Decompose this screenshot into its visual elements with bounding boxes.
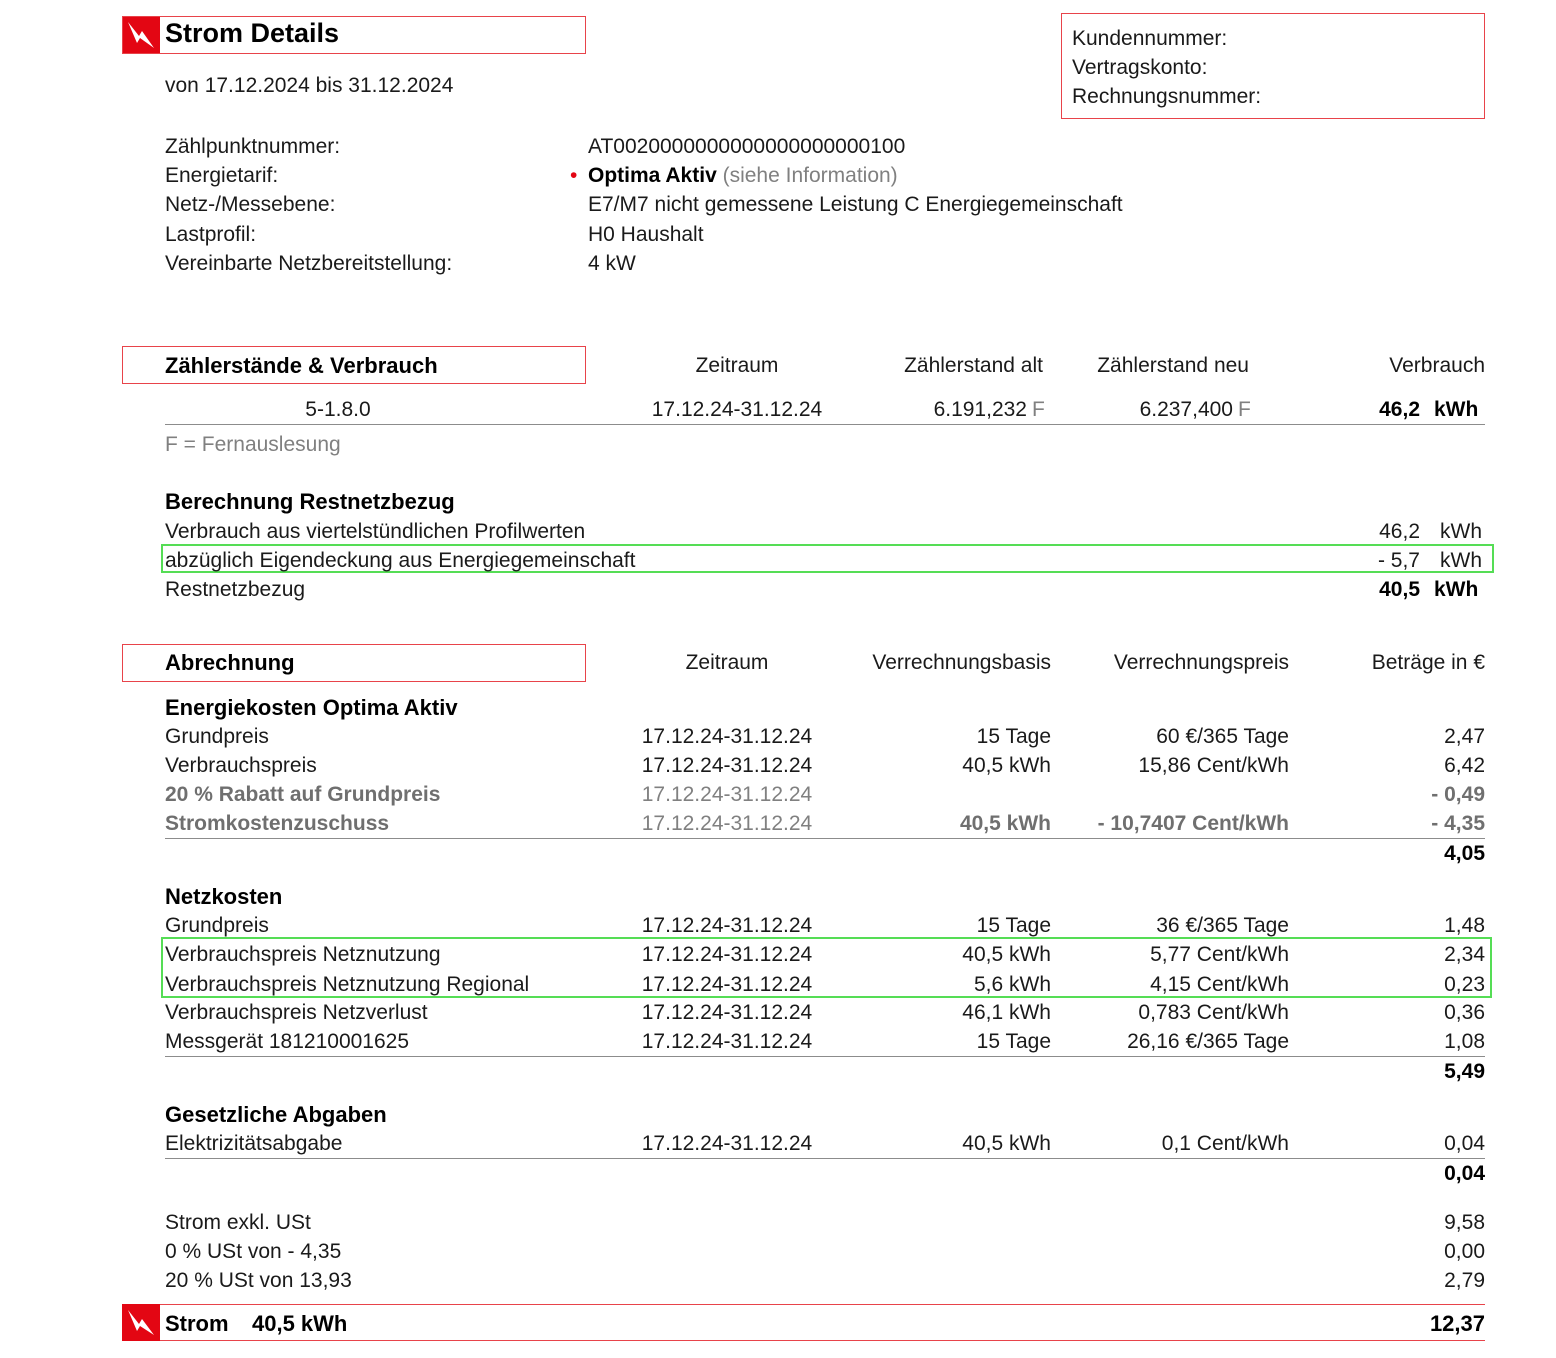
self-coverage-unit: kWh [1440, 549, 1482, 572]
row-period: 17.12.24-31.12.24 [641, 725, 813, 748]
vat-twenty-value: 2,79 [1444, 1269, 1485, 1292]
reading-new-value: 6.237,400 [1139, 398, 1233, 421]
energy-costs-title: Energiekosten Optima Aktiv [165, 695, 458, 720]
billing-period: von 17.12.2024 bis 31.12.2024 [165, 74, 454, 97]
grid-level-value: E7/M7 nicht gemessene Leistung C Energiegemeinschaft [588, 193, 1123, 216]
row-basis: 40,5 kWh [962, 943, 1051, 966]
row-basis: 46,1 kWh [962, 1001, 1051, 1024]
meter-header-old: Zählerstand alt [904, 354, 1043, 377]
row-period: 17.12.24-31.12.24 [641, 943, 813, 966]
tariff-label: Energietarif: [165, 164, 279, 187]
row-amount: 0,04 [1444, 1132, 1485, 1155]
row-amount: 2,34 [1444, 943, 1485, 966]
total-top-line [122, 1304, 1485, 1305]
row-price: 26,16 €/365 Tage [1127, 1030, 1289, 1053]
tariff-bullet: • [570, 164, 578, 187]
row-basis: 40,5 kWh [962, 754, 1051, 777]
meter-point-value: AT0020000000000000000000100 [588, 135, 906, 158]
billing-header-period: Zeitraum [685, 651, 769, 674]
row-period: 17.12.24-31.12.24 [641, 783, 813, 806]
row-basis: 15 Tage [976, 725, 1051, 748]
row-period: 17.12.24-31.12.24 [641, 1030, 813, 1053]
row-period: 17.12.24-31.12.24 [641, 812, 813, 835]
network-costs-title: Netzkosten [165, 884, 283, 909]
vat-zero-value: 0,00 [1444, 1240, 1485, 1263]
reading-old-value: 6.191,232 [933, 398, 1027, 421]
total-label: Strom [165, 1311, 229, 1336]
row-label: Verbrauchspreis Netzverlust [165, 1001, 428, 1024]
row-period: 17.12.24-31.12.24 [641, 1001, 813, 1024]
row-period: 17.12.24-31.12.24 [641, 914, 813, 937]
row-label: 20 % Rabatt auf Grundpreis [165, 783, 441, 806]
row-price: 5,77 Cent/kWh [1150, 943, 1289, 966]
self-coverage-label: abzüglich Eigendeckung aus Energiegemeinschaft [165, 549, 636, 572]
reading-period: 17.12.24-31.12.24 [651, 398, 823, 421]
divider [165, 424, 1485, 425]
vat-twenty-label: 20 % USt von 13,93 [165, 1269, 352, 1292]
taxes-title: Gesetzliche Abgaben [165, 1102, 387, 1127]
row-label: Elektrizitätsabgabe [165, 1132, 343, 1155]
total-kwh: 40,5 kWh [252, 1311, 348, 1336]
row-price: 4,15 Cent/kWh [1150, 973, 1289, 996]
profile-consumption-label: Verbrauch aus viertelstündlichen Profilwerten [165, 520, 586, 543]
row-basis: 40,5 kWh [959, 812, 1051, 835]
row-period: 17.12.24-31.12.24 [641, 1132, 813, 1155]
obis-code: 5-1.8.0 [305, 398, 371, 421]
row-label: Stromkostenzuschuss [165, 812, 390, 835]
grid-capacity-label: Vereinbarte Netzbereitstellung: [165, 252, 453, 275]
row-basis: 15 Tage [976, 1030, 1051, 1053]
billing-header-amount: Beträge in € [1371, 651, 1485, 674]
row-label: Grundpreis [165, 725, 269, 748]
meter-header-new: Zählerstand neu [1097, 354, 1249, 377]
row-label: Verbrauchspreis Netznutzung [165, 943, 441, 966]
row-price: 0,1 Cent/kWh [1161, 1132, 1289, 1155]
row-amount: 0,23 [1444, 973, 1485, 996]
tariff-name: Optima Aktiv [588, 164, 717, 187]
vat-zero-label: 0 % USt von - 4,35 [165, 1240, 342, 1263]
restnetz-unit: kWh [1434, 578, 1479, 601]
meter-readings-title: Zählerstände & Verbrauch [165, 353, 438, 378]
consumption-value: 46,2 [1379, 398, 1420, 421]
row-label: Messgerät 181210001625 [165, 1030, 410, 1053]
restnetz-title: Berechnung Restnetzbezug [165, 489, 455, 514]
row-price: 15,86 Cent/kWh [1138, 754, 1289, 777]
row-label: Grundpreis [165, 914, 269, 937]
consumption-unit: kWh [1434, 398, 1479, 421]
load-profile-value: H0 Haushalt [588, 223, 704, 246]
customer-number-label: Kundennummer: [1072, 27, 1228, 50]
invoice-number-label: Rechnungsnummer: [1072, 85, 1262, 108]
billing-title: Abrechnung [165, 650, 295, 675]
restnetz-label: Restnetzbezug [165, 578, 306, 601]
row-label: Verbrauchspreis Netznutzung Regional [165, 973, 530, 996]
row-basis: 40,5 kWh [962, 1132, 1051, 1155]
self-coverage-value: - 5,7 [1377, 549, 1420, 572]
row-period: 17.12.24-31.12.24 [641, 973, 813, 996]
row-price: 0,783 Cent/kWh [1138, 1001, 1289, 1024]
remote-reading-footnote: F = Fernauslesung [165, 433, 341, 456]
total-bottom-line [122, 1340, 1485, 1341]
row-amount: - 0,49 [1431, 783, 1485, 806]
network-subtotal: 5,49 [1444, 1060, 1485, 1083]
billing-header-basis: Verrechnungsbasis [872, 651, 1051, 674]
divider [165, 1056, 1485, 1057]
row-amount: 6,42 [1444, 754, 1485, 777]
reading-new-flag: F [1238, 398, 1251, 421]
row-amount: 0,36 [1444, 1001, 1485, 1024]
net-total-value: 9,58 [1444, 1211, 1485, 1234]
contract-account-label: Vertragskonto: [1072, 56, 1208, 79]
row-amount: - 4,35 [1431, 812, 1485, 835]
energy-subtotal: 4,05 [1444, 842, 1485, 865]
row-period: 17.12.24-31.12.24 [641, 754, 813, 777]
divider [165, 1158, 1485, 1159]
restnetz-value: 40,5 [1379, 578, 1420, 601]
row-amount: 1,48 [1444, 914, 1485, 937]
billing-header-price: Verrechnungspreis [1113, 651, 1289, 674]
row-amount: 1,08 [1444, 1030, 1485, 1053]
load-profile-label: Lastprofil: [165, 223, 257, 246]
row-basis: 15 Tage [976, 914, 1051, 937]
row-price: 36 €/365 Tage [1156, 914, 1289, 937]
net-total-label: Strom exkl. USt [165, 1211, 311, 1234]
lightning-logo-icon [122, 1304, 160, 1341]
row-basis: 5,6 kWh [973, 973, 1051, 996]
grid-capacity-value: 4 kW [588, 252, 636, 275]
meter-header-consumption: Verbrauch [1389, 354, 1485, 377]
divider [165, 838, 1485, 839]
grid-level-label: Netz-/Messebene: [165, 193, 336, 216]
page-title: Strom Details [165, 18, 340, 48]
tariff-info-link[interactable]: (siehe Information) [722, 164, 898, 187]
row-label: Verbrauchspreis [165, 754, 317, 777]
meter-header-period: Zeitraum [695, 354, 779, 377]
profile-consumption-value: 46,2 [1379, 520, 1420, 543]
reading-old-flag: F [1032, 398, 1045, 421]
row-price: 60 €/365 Tage [1156, 725, 1289, 748]
row-amount: 2,47 [1444, 725, 1485, 748]
total-amount: 12,37 [1429, 1311, 1485, 1336]
profile-consumption-unit: kWh [1440, 520, 1482, 543]
row-price: - 10,7407 Cent/kWh [1097, 812, 1289, 835]
meter-point-label: Zählpunktnummer: [165, 135, 341, 158]
taxes-subtotal: 0,04 [1444, 1162, 1485, 1185]
